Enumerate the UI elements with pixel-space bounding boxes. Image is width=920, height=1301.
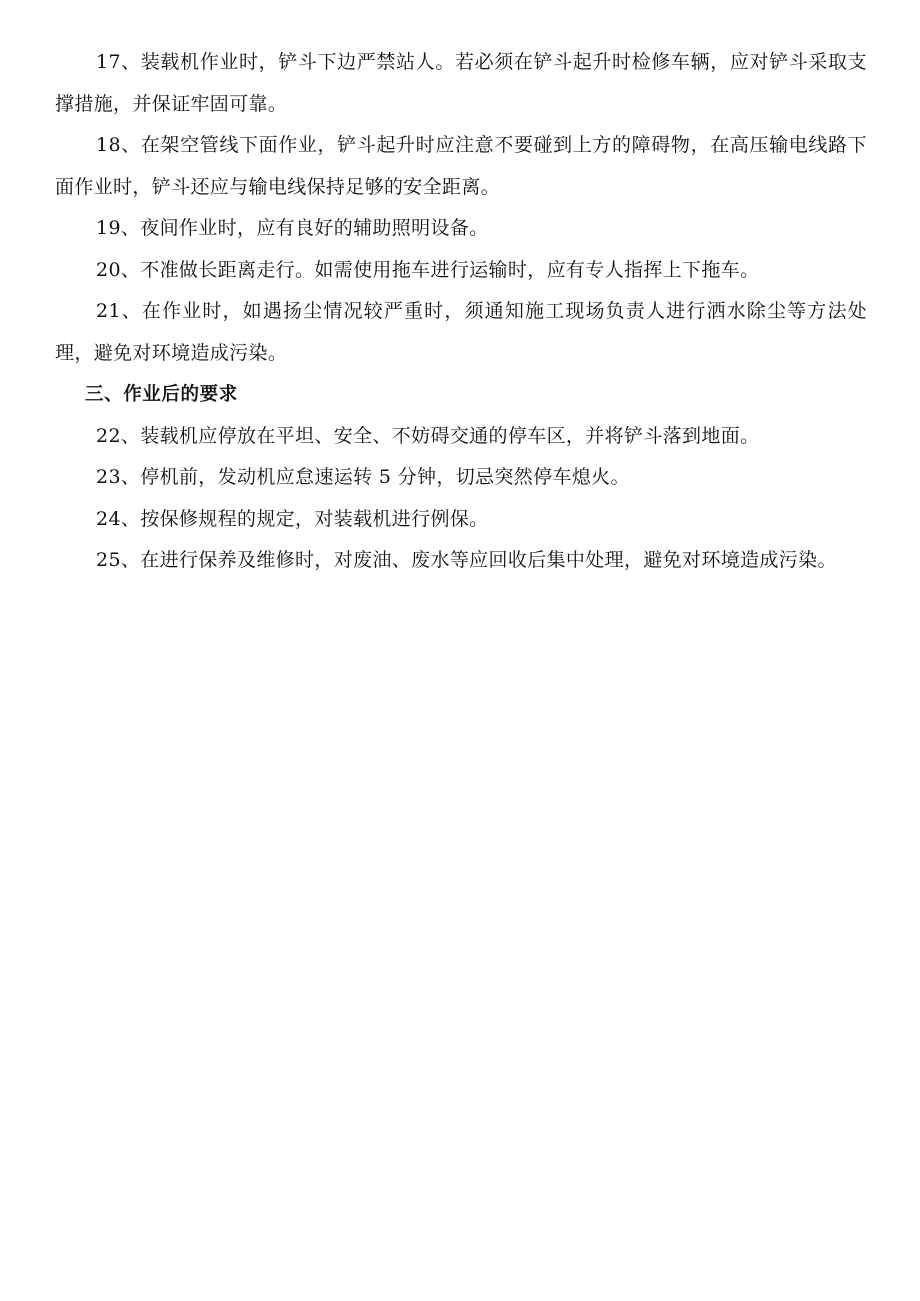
- paragraph-25: 25、在进行保养及维修时，对废油、废水等应回收后集中处理，避免对环境造成污染。: [96, 549, 837, 571]
- paragraph-18: 18、在架空管线下面作业，铲斗起升时应注意不要碰到上方的障碍物，在高压输电线路下面作业时，铲斗还应与输电线保持足够的安全距离。: [55, 134, 867, 198]
- paragraph-17: 17、装载机作业时，铲斗下边严禁站人。若必须在铲斗起升时检修车辆，应对铲斗采取支撑措施，并保证牢固可靠。: [55, 51, 867, 115]
- paragraph-22: 22、装载机应停放在平坦、安全、不妨碍交通的停车区，并将铲斗落到地面。: [96, 424, 760, 447]
- section-heading: 三、作业后的要求: [85, 384, 238, 405]
- paragraph-21: 21、在作业时，如遇扬尘情况较严重时，须通知施工现场负责人进行洒水除尘等方法处理，避免对环境造成污染。: [55, 300, 867, 364]
- paragraph-24: 24、按保修规程的规定，对装载机进行例保。: [96, 507, 489, 530]
- document-body: [55, 42, 867, 582]
- paragraph-23: 23、停机前，发动机应怠速运转 5 分钟，切忌突然停车熄火。: [96, 466, 630, 488]
- paragraph-20: 20、不准做长距离走行。如需使用拖车进行运输时，应有专人指挥上下拖车。: [96, 258, 760, 281]
- paragraph-19: 19、夜间作业时，应有良好的辅助照明设备。: [96, 217, 489, 239]
